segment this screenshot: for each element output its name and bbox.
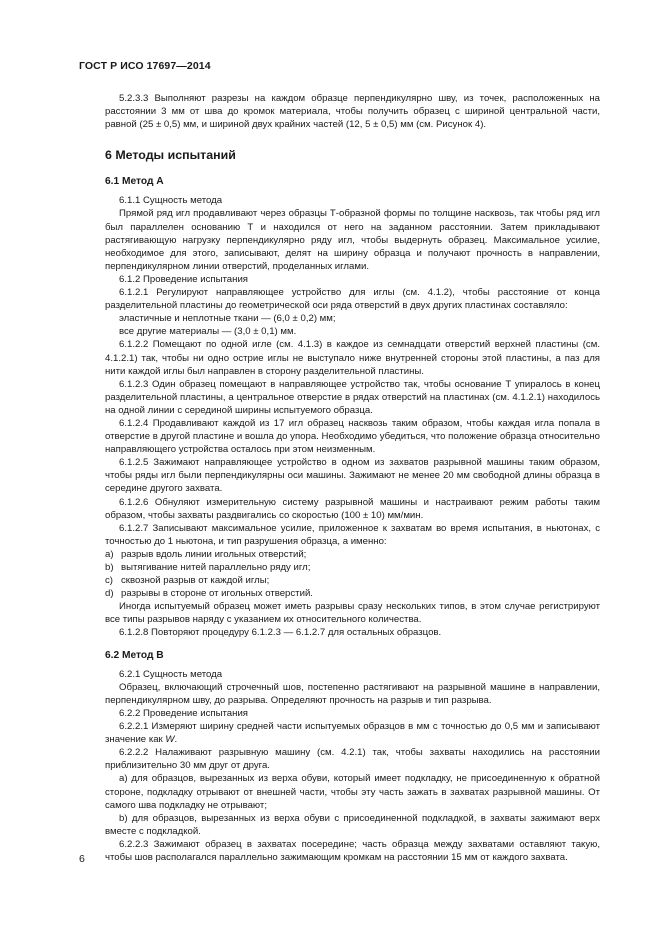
section-6-2-title: 6.2 Метод В bbox=[105, 649, 164, 661]
section-6-title: 6 Методы испытаний bbox=[105, 148, 236, 163]
clause-6-1-1-text: Прямой ряд игл продавливают через образцы Т-образной формы по толщине насквозь, так чтобы ряд игл был параллелен основанию Т и находился от него на заданном расстоянии. Затем прикладывают растягивающую нагрузку перпендикулярно ряду игл, чтобы выдернуть образец. Максимальное усилие, необходимое для этого, записывают, делят на ширину образца и получают прочность в направлении, перпендикулярном линии отверстий, проделанных иглами. bbox=[105, 208, 600, 272]
page-number: 6 bbox=[79, 853, 85, 865]
clause-6-1-2-3: 6.1.2.3 Один образец помещают в направляющее устройство так, чтобы основание Т упиралось в конец разделительной пластины, а центральное отверстие в рядах отверстий на пластинах (см. 4.1.2.1) находилось на одной линии с серединой ширины испытуемого образца. bbox=[105, 378, 600, 416]
section-6-1-title: 6.1 Метод А bbox=[105, 176, 164, 188]
clause-6-1-2: 6.1.2 Проведение испытания bbox=[119, 273, 248, 285]
document-body bbox=[105, 92, 600, 864]
list-text: сквозной разрыв от каждой иглы; bbox=[121, 575, 270, 587]
failure-type-list bbox=[105, 548, 600, 600]
clause-6-2-2-2-b: b) для образцов, вырезанных из верха обуви с присоединенной подкладкой, в захваты зажимают верх вместе с подкладкой. bbox=[105, 812, 600, 837]
clause-6-2-1-text: Образец, включающий строчечный шов, постепенно растягивают на разрывной машине в направлении, перпендикулярном шву, до разрыва. Определяют прочность на разрыв и тип разрыва. bbox=[105, 681, 600, 706]
list-marker: b) bbox=[105, 562, 114, 573]
clause-6-2-2-3: 6.2.2.3 Зажимают образец в захватах посередине; часть образца между захватами оставляют такую, чтобы шов располагался параллельно зажимающим кромкам на расстоянии 15 мм от каждого захвата. bbox=[105, 838, 600, 863]
list-text: разрыв вдоль линии игольных отверстий; bbox=[121, 548, 307, 560]
clause-6-1-2-7: 6.1.2.7 Записывают максимальное усилие, приложенное к захватам во время испытания, в ньютонах, с точностью до 1 ньютона, и тип разрушения образца, а именно: bbox=[105, 522, 600, 547]
clause-6-1-2-7-note: Иногда испытуемый образец может иметь разрывы сразу нескольких типов, в этом случае регистрируют все типы разрывов наряду с указанием их относительного количества. bbox=[105, 601, 600, 626]
clause-6-1-2-1: 6.1.2.1 Регулируют направляющее устройство для иглы (см. 4.1.2), чтобы расстояние от конца разделительной пластины до геометрической оси ряда отверстий в двух других пластинах составляло: bbox=[105, 287, 600, 312]
clause-6-1-2-1-elastic: эластичные и неплотные ткани — (6,0 ± 0,2) мм; bbox=[119, 313, 336, 325]
paragraph-5-2-3-3: 5.2.3.3 Выполняют разрезы на каждом образце перпендикулярно шву, из точек, расположенных на расстоянии 3 мм от шва до кромок материала, чтобы получить образец с шириной центральной части, равной (25 ± 0,5) мм, и шириной двух крайних частей (12, 5 ± 0,5) мм (см. Рисунок 4). bbox=[105, 93, 600, 131]
list-item bbox=[105, 574, 600, 587]
list-item bbox=[105, 548, 600, 561]
clause-6-1-2-5: 6.1.2.5 Зажимают направляющее устройство в одном из захватов разрывной машины таким образом, чтобы ряды игл были перпендикулярны оси машины. Зажимают не менее 20 мм свободной длины образца в середине другого захвата. bbox=[105, 457, 600, 495]
clause-6-2-1: 6.2.1 Сущность метода bbox=[119, 668, 223, 680]
clause-6-2-2-1-end: . bbox=[174, 734, 178, 746]
clause-6-2-2-2: 6.2.2.2 Налаживают разрывную машину (см. 4.2.1) так, чтобы захваты находились на расстоянии приблизительно 30 мм друг от друга. bbox=[105, 747, 600, 772]
clause-6-1-2-8: 6.1.2.8 Повторяют процедуру 6.1.2.3 — 6.1.2.7 для остальных образцов. bbox=[119, 627, 442, 639]
clause-6-1-2-2: 6.1.2.2 Помещают по одной игле (см. 4.1.3) в каждое из семнадцати отверстий верхней пластины (см. 4.1.2.1) так, чтобы ни одно острие иглы не выступало ниже внутренней стороны этой пластины, а паз для нити каждой иглы был направлен в сторону разделительной пластины. bbox=[105, 339, 600, 377]
clause-6-1-1: 6.1.1 Сущность метода bbox=[119, 195, 223, 207]
clause-6-2-2-1 bbox=[105, 720, 600, 746]
list-marker: a) bbox=[105, 548, 114, 560]
list-item bbox=[105, 561, 600, 574]
list-marker: c) bbox=[105, 575, 113, 587]
clause-6-2-2-1-text: 6.2.2.1 Измеряют ширину средней части испытуемых образцов в мм с точностью до 0,5 мм и записывают значение как bbox=[105, 721, 600, 746]
clause-6-1-2-6: 6.1.2.6 Обнуляют измерительную систему разрывной машины и настраивают режим работы таким образом, чтобы захваты раздвигались со скоростью (100 ± 10) мм/мин. bbox=[105, 496, 600, 521]
list-text: вытягивание нитей параллельно ряду игл; bbox=[121, 562, 311, 573]
width-variable: W bbox=[165, 734, 175, 746]
list-text: разрывы в стороне от игольных отверстий. bbox=[121, 588, 313, 600]
clause-6-1-2-4: 6.1.2.4 Продавливают каждой из 17 игл образец насквозь таким образом, чтобы каждая игла попала в отверстие в другой пластине и вошла до упора. Необходимо убедиться, что положение образца относительно направляющего устройства осталось при этом неизменным. bbox=[105, 417, 600, 456]
clause-6-1-2-1-other: все другие материалы — (3,0 ± 0,1) мм. bbox=[119, 326, 297, 338]
clause-6-2-2: 6.2.2 Проведение испытания bbox=[119, 707, 248, 719]
clause-6-2-2-2-a: а) для образцов, вырезанных из верха обуви, который имеет подкладку, не присоединенную к обратной стороне, подкладку отрывают от внешней части, чтобы эту часть зажать в захватах разрывной машины. От самого шва подкладку не отрывают; bbox=[105, 773, 600, 811]
list-marker: d) bbox=[105, 588, 114, 600]
document-header: ГОСТ Р ИСО 17697—2014 bbox=[79, 60, 211, 72]
list-item bbox=[105, 587, 600, 600]
